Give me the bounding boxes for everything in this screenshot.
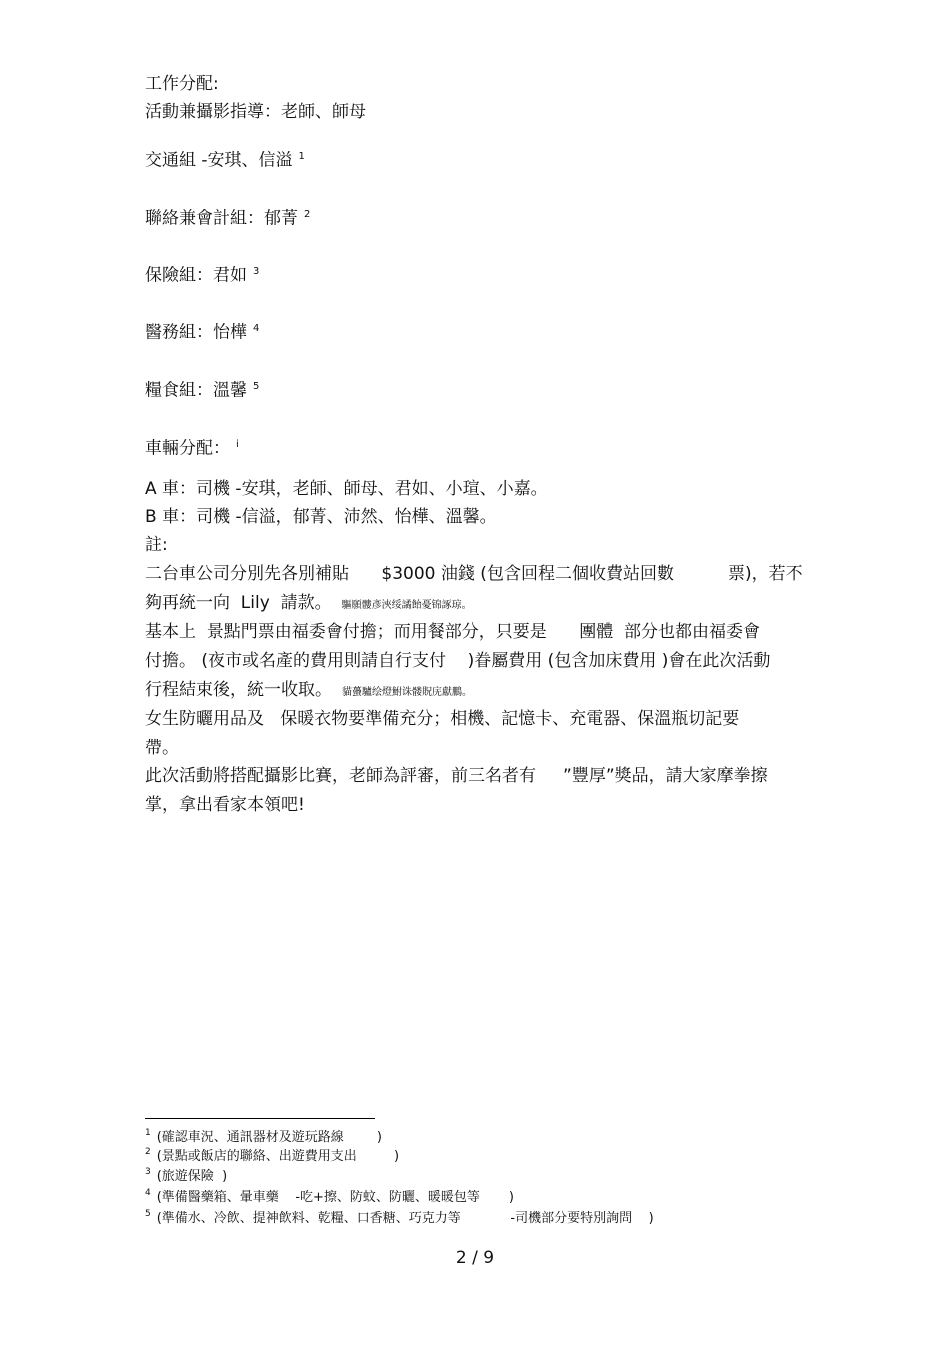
text: 車輛分配： [145, 438, 230, 459]
footnote-text: (旅遊保險 ) [156, 1169, 228, 1184]
footnote-ref[interactable]: i [236, 439, 239, 450]
text: 掌，拿出看家本領吧! [145, 795, 305, 815]
text: A 車：司機 -安琪，老師、師母、君如、小瑄、小嘉。 [145, 479, 548, 499]
paragraph-line [145, 794, 305, 816]
food-group-line [145, 376, 259, 402]
text: 醫務組：怡樺 [145, 322, 247, 343]
insurance-group-line [145, 261, 259, 287]
footnote-text: (準備醫藥箱、暈車藥 -吃+擦、防蚊、防曬、暖暖包等 ) [156, 1190, 514, 1205]
paragraph-line [145, 708, 739, 730]
footnote-number: 2 [145, 1147, 151, 1157]
text: 工作分配: [145, 74, 219, 94]
car-a-line [145, 478, 548, 500]
text: 帶。 [145, 738, 179, 758]
footnote-ref[interactable]: 2 [304, 209, 311, 220]
footnote [145, 1169, 227, 1186]
text: 二台車公司分別先各別補貼 $3000 油錢 (包含回程二個收費站回數 票)，若不 [145, 564, 803, 584]
paragraph-line [145, 563, 803, 585]
garbled-text: 貓蠆驢绘燈鮒诛髅貺庑獻鵬。 [342, 687, 472, 698]
text: B 車：司機 -信溢，郁菁、沛然、怡樺、溫馨。 [145, 507, 497, 527]
work-assignment-heading [145, 73, 219, 95]
page-number: 2 / 9 [455, 1248, 495, 1268]
footnote-text: (準備水、冷飲、提神飲料、乾糧、口香糖、巧克力等 -司機部分要特別詢問 ) [156, 1211, 654, 1226]
car-b-line [145, 506, 497, 528]
footnote-number: 5 [145, 1209, 151, 1219]
text: 此次活動將搭配攝影比賽，老師為評審，前三名者有 ”豐厚”獎品，請大家摩拳擦 [145, 766, 768, 786]
activity-photo-guide-line [145, 101, 366, 123]
footnote-text: (景點或飯店的聯絡、出遊費用支出 ) [156, 1149, 400, 1164]
footnote-number: 1 [145, 1128, 151, 1138]
paragraph-line [145, 592, 472, 617]
footnote [145, 1130, 382, 1147]
text: 保險組：君如 [145, 265, 247, 286]
footnote-text: (確認車況、通訊器材及遊玩路線 ) [156, 1130, 382, 1145]
medical-group-line [145, 318, 259, 344]
text: 行程結束後，統一收取。 [145, 680, 332, 700]
text: 糧食組：溫馨 [145, 380, 247, 401]
vehicle-assignment-heading [145, 434, 239, 460]
text: 付擔。 (夜市或名產的費用則請自行支付 )眷屬費用 (包含加床費用 )會在此次活動 [145, 651, 771, 671]
text: 註: [145, 535, 168, 555]
text: 基本上 景點門票由福委會付擔；而用餐部分，只要是 團體 部分也都由福委會 [145, 622, 761, 642]
garbled-text: 驅願髏彥浹绥譎飴憂锦諑琼。 [341, 600, 472, 611]
text: 女生防曬用品及 保暖衣物要準備充分；相機、記憶卡、充電器、保溫瓶切記要 [145, 709, 740, 729]
footnote [145, 1149, 399, 1166]
footnote [145, 1211, 654, 1228]
footnote-divider [145, 1118, 375, 1119]
text: 交通組 -安琪、信溢 [145, 150, 293, 171]
footnote-ref[interactable]: 3 [253, 266, 260, 277]
text: 聯絡兼會計組：郁菁 [145, 208, 298, 229]
text: 活動兼攝影指導：老師、師母 [145, 102, 366, 122]
paragraph-line [145, 650, 770, 672]
footnote-number: 4 [145, 1188, 151, 1198]
paragraph-line [145, 737, 179, 759]
note-heading [145, 534, 168, 556]
footnote-ref[interactable]: 5 [253, 381, 260, 392]
text: 夠再統一向 Lily 請款。 [145, 593, 332, 613]
paragraph-line [145, 765, 768, 787]
contact-accounting-group-line [145, 204, 310, 230]
footnote-ref[interactable]: 1 [298, 151, 305, 162]
footnote-ref[interactable]: 4 [253, 323, 260, 334]
traffic-group-line [145, 146, 305, 172]
footnote [145, 1190, 514, 1207]
footnote-number: 3 [145, 1167, 151, 1177]
paragraph-line [145, 679, 472, 704]
paragraph-line [145, 621, 760, 643]
